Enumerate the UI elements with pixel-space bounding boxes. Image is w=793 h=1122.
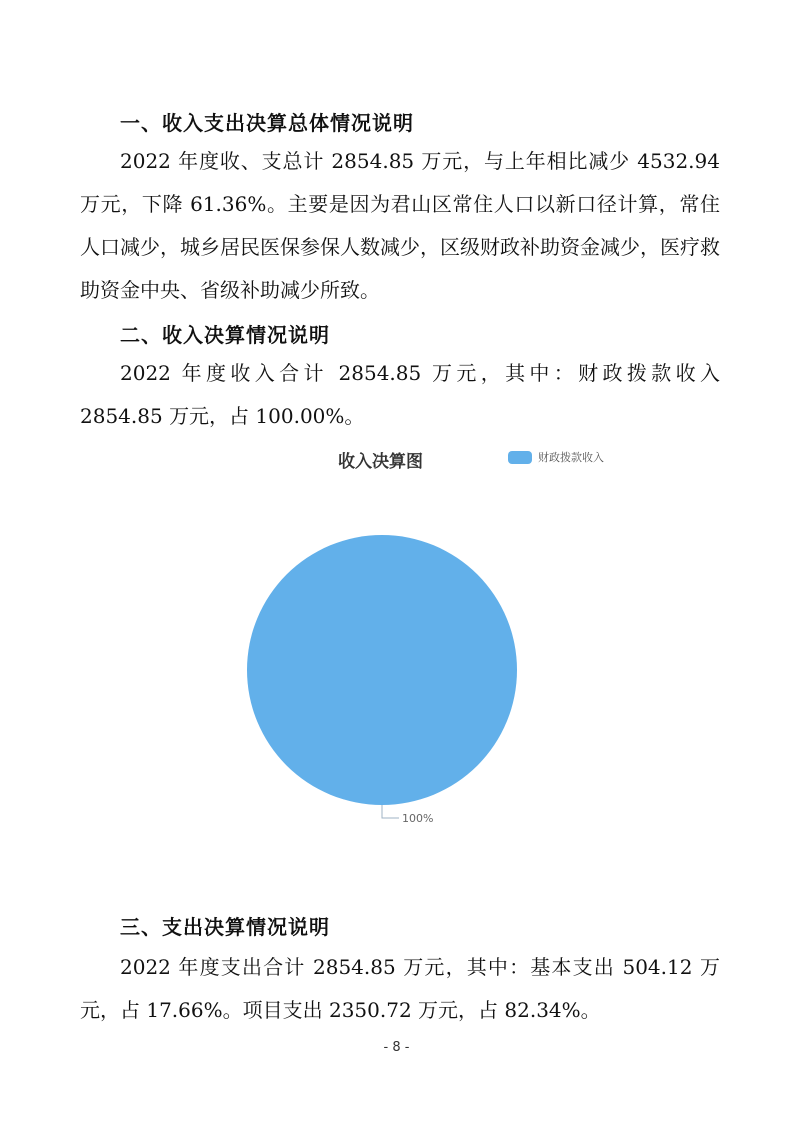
chart-title: 收入决算图 [338,452,423,472]
section2-paragraph-text: 2022 年度收入合计 2854.85 万元，其中：财政拨款收入 2854.85 万元，占 100.00%。 [80,361,720,428]
section1-heading: 一、收入支出决算总体情况说明 [120,111,414,135]
income-pie-chart [230,520,550,840]
pie-label-leader [382,805,399,818]
section1-paragraph [80,140,720,312]
chart-legend [508,449,604,465]
section3-heading: 三、支出决算情况说明 [120,915,330,939]
section1-paragraph-text: 2022 年度收、支总计 2854.85 万元，与上年相比减少 4532.94 万元，下降 61.36%。主要是因为君山区常住人口以新口径计算，常住人口减少，城乡居民医保参保人数减少，区级财政补助资金减少，医疗救助资金中央、省级补助减少所致。 [80,149,720,302]
section3-paragraph-text: 2022 年度支出合计 2854.85 万元，其中：基本支出 504.12 万元，占 17.66%。项目支出 2350.72 万元，占 82.34%。 [80,955,720,1022]
section2-heading: 二、收入决算情况说明 [120,323,330,347]
page-number: - 8 - [383,1040,410,1055]
pie-slice [247,535,517,805]
legend-label: 财政拨款收入 [538,451,604,464]
section3-paragraph [80,946,720,1032]
section2-paragraph [80,352,720,438]
pie-slice-label: 100% [402,812,434,825]
legend-swatch [508,451,532,464]
